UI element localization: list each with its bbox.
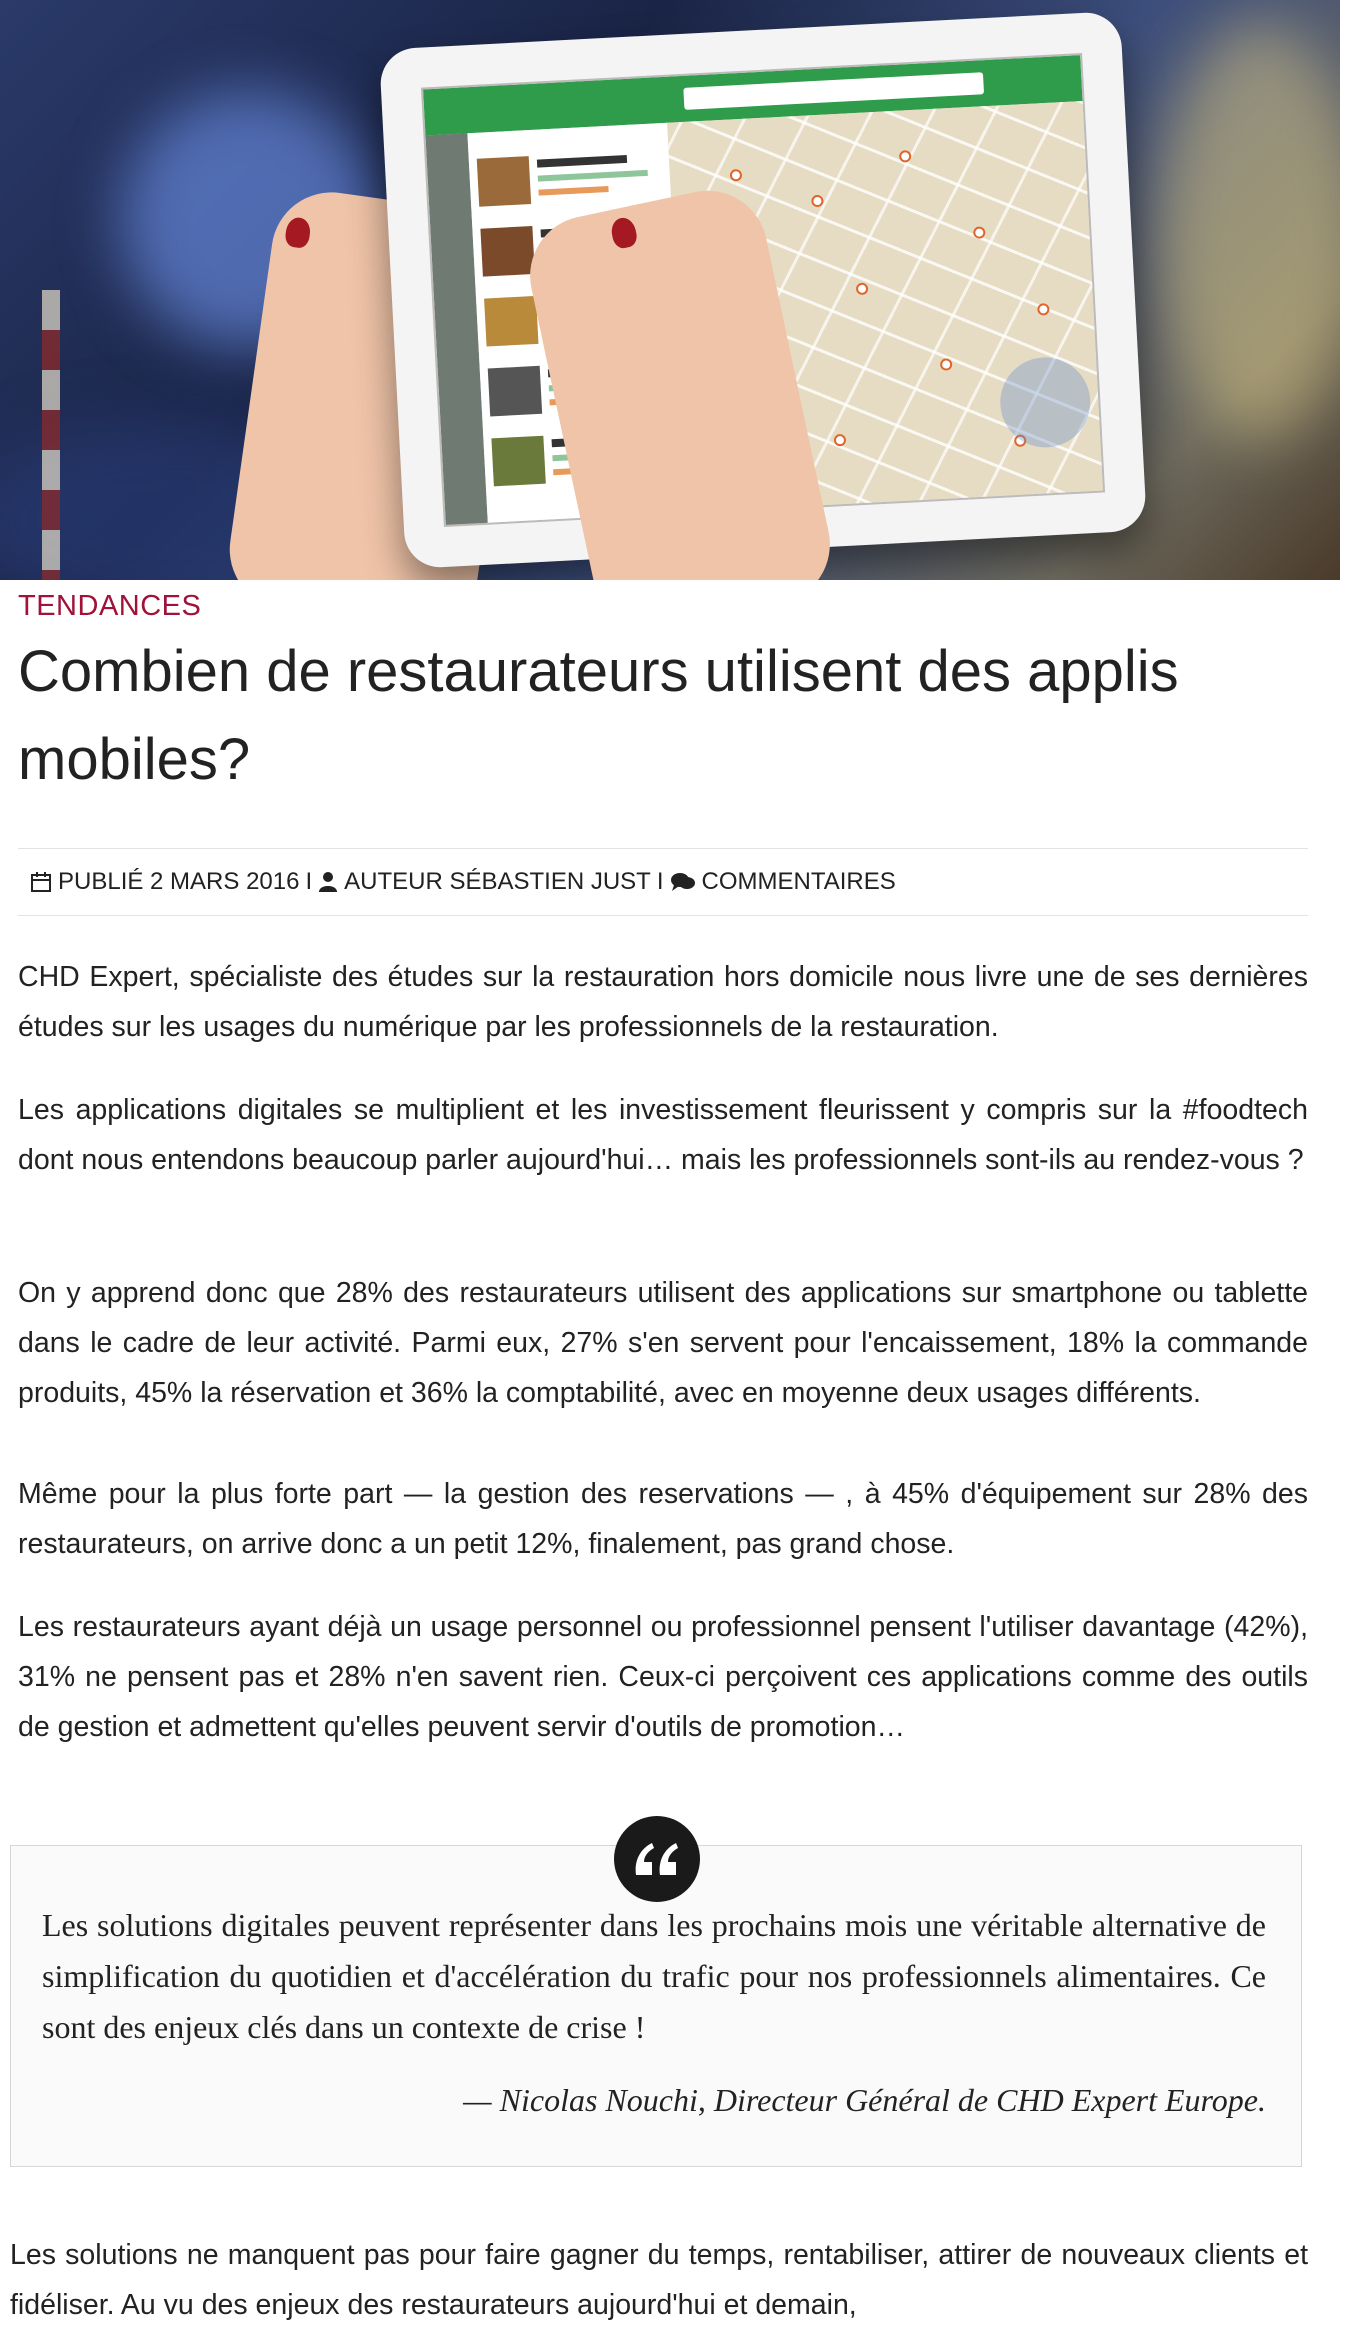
map-pin-icon (856, 283, 869, 296)
map-pin-icon (973, 226, 986, 239)
article-paragraph: Les restaurateurs ayant déjà un usage personnel ou professionnel pensent l'utiliser davantage (42%), 31% ne pensent pas et 28% n'en savent rien. Ceux-ci perçoivent ces applications comme des outils de gestion et admettent qu'elles peuvent servir d'outils de promotion… (18, 1611, 1308, 1743)
hero-warm-light (1160, 20, 1340, 440)
hero-app-list-item (476, 143, 663, 213)
article-paragraph: Les solutions ne manquent pas pour faire gagner du temps, rentabiliser, attirer de nouveaux clients et fidéliser. Au vu des enjeux des restaurateurs aujourd'hui et demain, (10, 2239, 1308, 2321)
quote-icon (614, 1816, 700, 1902)
calendar-icon (30, 871, 52, 893)
map-pin-icon (1037, 303, 1050, 316)
article-published-date: PUBLIÉ 2 MARS 2016 (58, 868, 300, 895)
article-paragraph: On y apprend donc que 28% des restaurateurs utilisent des applications sur smartphone ou tablette dans le cadre de leur activité. Parmi eux, 27% s'en servent pour l'encaissement, 18% la commande produits, 45% la réservation et 36% la comptabilité, avec en moyenne deux usages différents. (18, 1277, 1308, 1409)
blockquote-author: — Nicolas Nouchi, Directeur Général de CHD Expert Europe. (463, 2082, 1266, 2118)
map-pin-icon (834, 434, 847, 447)
article-author-link[interactable]: AUTEUR SÉBASTIEN JUST (344, 868, 651, 895)
comments-icon (670, 871, 696, 893)
map-pin-icon (899, 150, 912, 163)
map-pin-icon (811, 195, 824, 208)
article-comments-link[interactable]: COMMENTAIRES (701, 868, 896, 895)
hero-street-pole (42, 290, 60, 580)
blockquote-text: Les solutions digitales peuvent représenter dans les prochains mois une véritable alternative de simplification du quotidien et d'accélération du trafic pour nos professionnels alimentaires. Ce sont des enjeux clés dans un contexte de crise ! (42, 1907, 1266, 2045)
meta-separator: I (305, 868, 313, 895)
meta-separator: I (656, 868, 664, 895)
article-paragraph: CHD Expert, spécialiste des études sur la restauration hors domicile nous livre une de ses dernières études sur les usages du numérique par les professionnels de la restauration. (18, 961, 1308, 1043)
article-category-link[interactable]: TENDANCES (18, 590, 202, 622)
hero-image (0, 0, 1340, 580)
hero-nail (284, 216, 312, 249)
article-paragraph: Même pour la plus forte part — la gestion des reservations — , à 45% d'équipement sur 28% des restaurateurs, on arrive donc a un petit 12%, finalement, pas grand chose. (18, 1478, 1308, 1560)
map-pin-icon (730, 169, 743, 182)
map-pin-icon (940, 358, 953, 371)
article-paragraph: Les applications digitales se multiplient et les investissement fleurissent y compris sur la #foodtech dont nous entendons beaucoup parler aujourd'hui… mais les professionnels sont-ils au rendez-vous ? (18, 1094, 1308, 1176)
hero-nail (609, 216, 639, 250)
article-title: Combien de restaurateurs utilisent des applis mobiles? (18, 639, 1179, 792)
article-meta-bar (18, 848, 1308, 916)
user-icon (318, 871, 338, 893)
quote-glyph (632, 1839, 682, 1879)
